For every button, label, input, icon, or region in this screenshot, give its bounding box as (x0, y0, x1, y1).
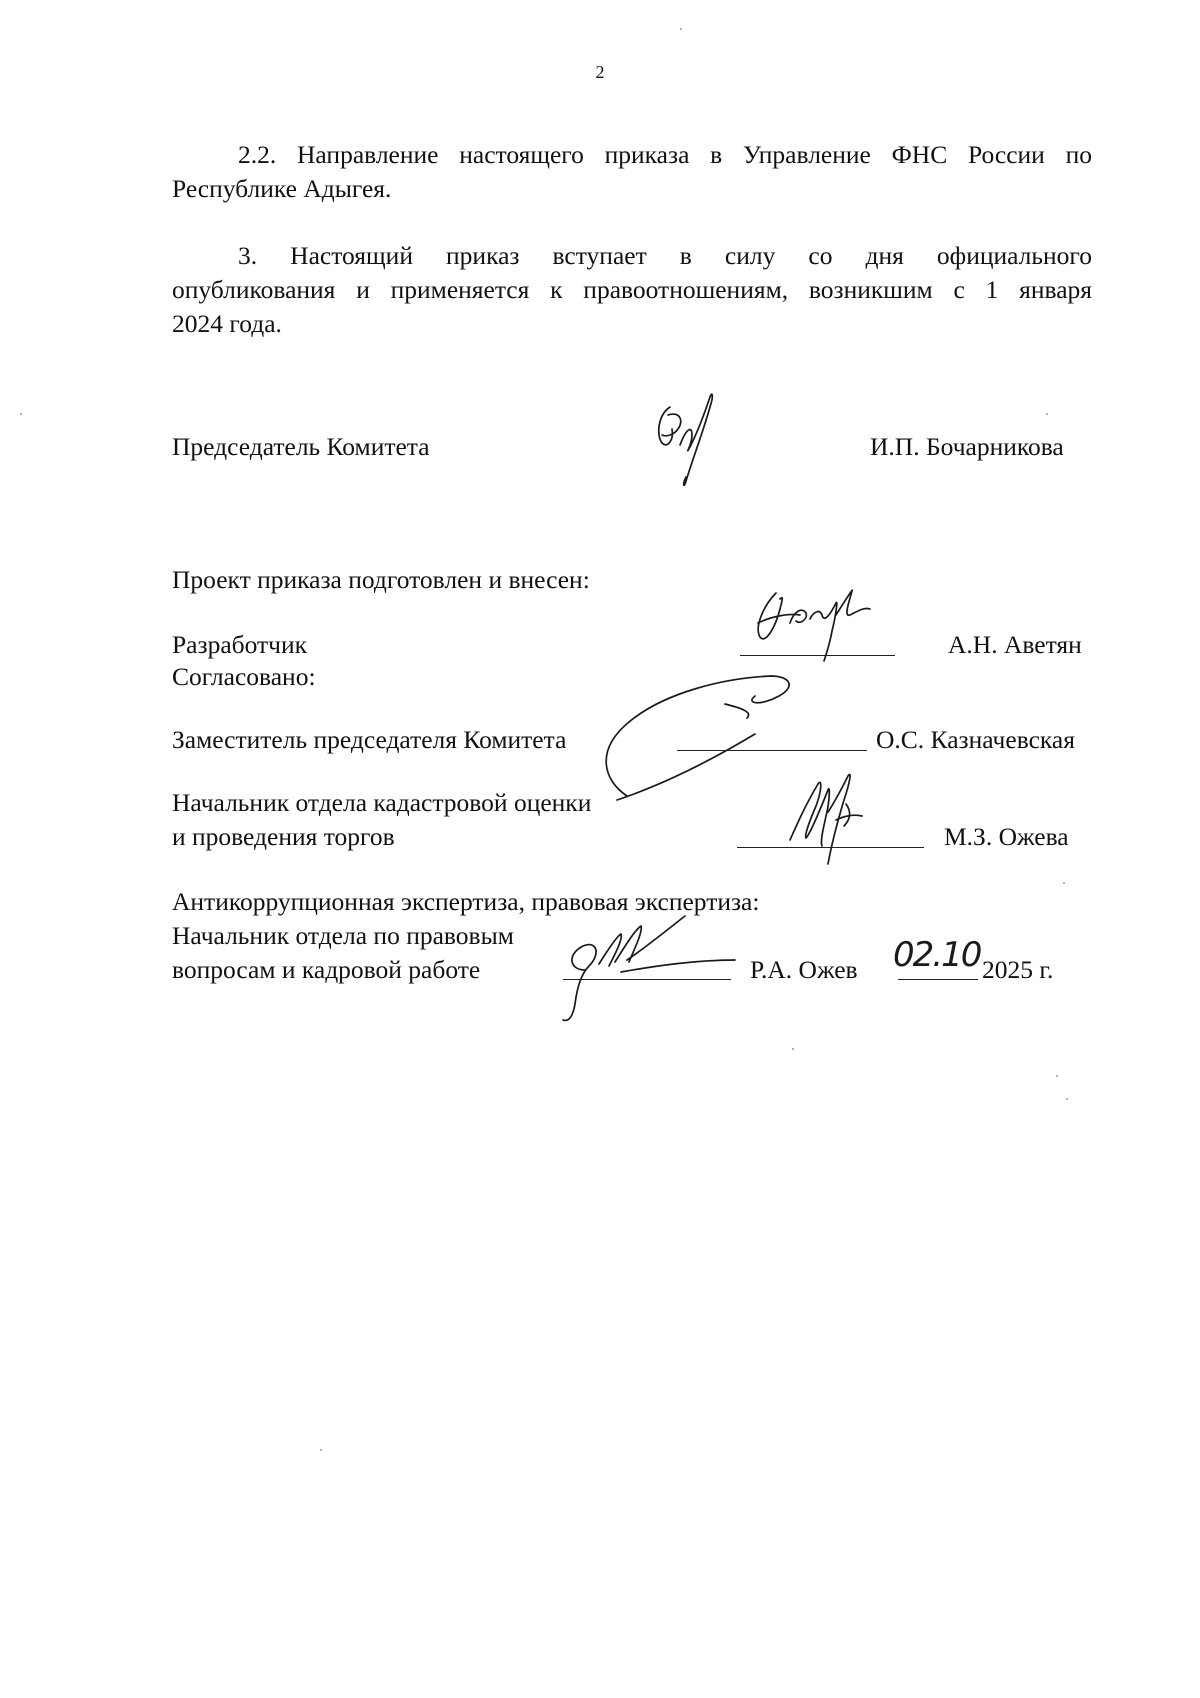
chairman-signature (640, 385, 750, 495)
approval-intro: Проект приказа подготовлен и внесен: (172, 565, 590, 594)
cadastre-role-line-2: и проведения торгов (172, 822, 395, 851)
date-underline (898, 979, 978, 980)
scan-speck (1046, 413, 1048, 415)
chairman-name: И.П. Бочарникова (870, 432, 1064, 461)
scan-speck (1056, 1075, 1058, 1077)
developer-name: А.Н. Аветян (948, 630, 1082, 659)
expertise-signature (555, 900, 755, 1030)
chairman-title: Председатель Комитета (172, 432, 430, 461)
scan-speck (320, 1449, 322, 1451)
date-year: 2025 г. (982, 955, 1054, 984)
cadastre-signature (780, 760, 890, 880)
handwritten-date: 02.10 (893, 935, 981, 975)
expertise-role-line-1: Начальник отдела по правовым (172, 921, 514, 950)
scan-speck (1066, 1098, 1068, 1100)
deputy-role: Заместитель председателя Комитета (172, 725, 567, 754)
paragraph-3-line-1: 3. Настоящий приказ вступает в силу со дня официального (238, 241, 1092, 270)
scan-speck (792, 1048, 794, 1050)
paragraph-2-2-line-1: 2.2. Направление настоящего приказа в Управление ФНС России по (238, 140, 1092, 169)
scan-speck (680, 28, 682, 30)
paragraph-3-line-3: 2024 года. (172, 309, 282, 338)
deputy-name: О.С. Казначевская (876, 725, 1075, 754)
agreed-label: Согласовано: (172, 662, 316, 691)
cadastre-name: М.З. Ожева (944, 822, 1069, 851)
expertise-signature-line (563, 979, 731, 980)
scan-speck (20, 413, 22, 415)
expertise-role-line-2: вопросам и кадровой работе (172, 955, 481, 984)
scan-speck (1063, 882, 1065, 884)
cadastre-role-line-1: Начальник отдела кадастровой оценки (172, 788, 592, 817)
developer-role: Разработчик (172, 630, 308, 659)
deputy-signature-line (677, 750, 867, 751)
page-number: 2 (595, 62, 605, 82)
expertise-name: Р.А. Ожев (750, 955, 858, 984)
paragraph-3-line-2: опубликования и применяется к правоотношениям, возникшим с 1 января (172, 275, 1092, 304)
deputy-signature (575, 668, 815, 808)
paragraph-2-2-line-2: Республике Адыгея. (172, 174, 392, 203)
expertise-heading: Антикоррупционная экспертиза, правовая экспертиза: (172, 887, 760, 916)
cadastre-signature-line (737, 847, 924, 848)
developer-signature (740, 565, 910, 675)
